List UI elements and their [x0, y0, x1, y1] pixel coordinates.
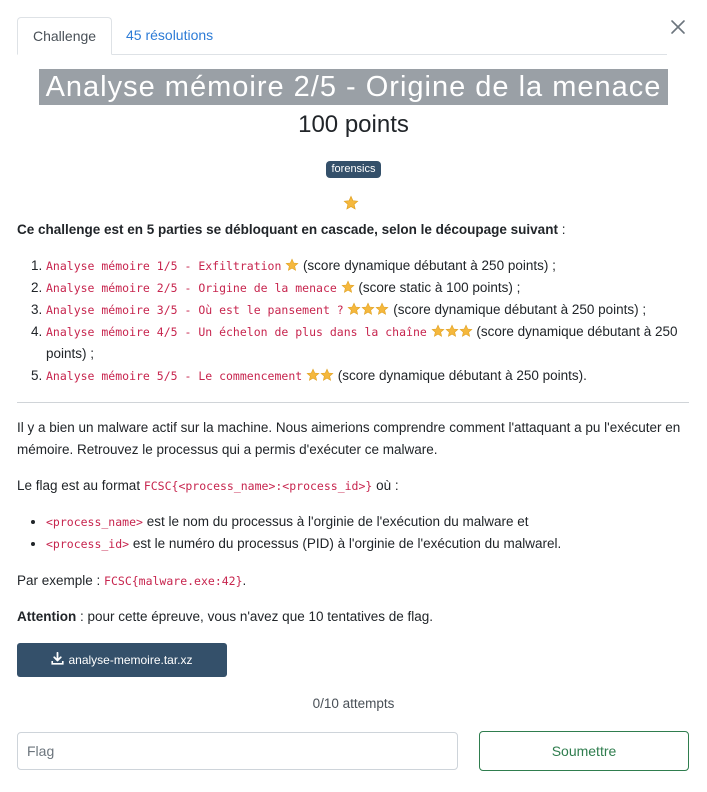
part-desc: (score dynamique débutant à 250 points). [337, 368, 587, 383]
example-suffix: . [242, 573, 247, 588]
download-icon [51, 652, 68, 668]
star-icon [361, 302, 375, 317]
attention-line [17, 606, 692, 628]
star-icon [306, 368, 320, 383]
difficulty-stars [302, 368, 334, 383]
star-icon [320, 368, 334, 383]
difficulty-stars [344, 302, 390, 317]
star-icon [285, 258, 299, 273]
star-icon [445, 324, 459, 339]
part-item [46, 277, 707, 299]
challenge-points: 100 points [298, 111, 409, 138]
attention-bold: Attention [17, 609, 77, 624]
intro-tail: : [557, 222, 566, 237]
challenge-tabs [17, 17, 667, 55]
close-icon[interactable] [669, 18, 687, 36]
part-item [46, 321, 707, 365]
example-line [17, 570, 692, 592]
format-suffix: où : [372, 478, 399, 493]
difficulty-stars [337, 280, 355, 295]
format-item-code: <process_name> [46, 515, 143, 529]
star-icon [431, 324, 445, 339]
format-item-text: est le numéro du processus (PID) à l'orginie de l'exécution du malwarel. [129, 536, 562, 551]
difficulty-stars [281, 258, 299, 273]
part-name: Analyse mémoire 1/5 - Exfiltration [46, 259, 282, 273]
part-item [46, 365, 707, 387]
format-item-code: <process_id> [46, 537, 130, 551]
intro-text [17, 222, 565, 237]
description: Il y a bien un malware actif sur la machine. Nous aimerions comprendre comment l'attaquant a pu l'exécuter en mémoire. Retrouvez le processus qui a permis d'exécuter ce malware. [17, 420, 681, 457]
part-name: Analyse mémoire 5/5 - Le commencement [46, 369, 303, 383]
divider [17, 402, 689, 403]
part-name: Analyse mémoire 4/5 - Un échelon de plus dans la chaîne [46, 325, 427, 339]
example-prefix: Par exemple : [17, 573, 105, 588]
difficulty-star-icon [343, 195, 359, 214]
attention-text: : pour cette épreuve, vous n'avez que 10 tentatives de flag. [76, 609, 434, 624]
challenge-title: Analyse mémoire 2/5 - Origine de la menace [39, 69, 669, 105]
format-item-text: est le nom du processus à l'orginie de l'exécution du malware et [142, 514, 529, 529]
download-label: analyse-memoire.tar.xz [68, 653, 193, 667]
part-desc: (score dynamique débutant à 250 points) ; [393, 302, 647, 317]
part-name: Analyse mémoire 2/5 - Origine de la menace [46, 281, 337, 295]
star-icon [341, 280, 355, 295]
part-desc: (score static à 100 points) ; [358, 280, 521, 295]
part-item [46, 255, 707, 277]
intro-bold: Ce challenge est en 5 parties se débloquant en cascade, selon le découpage suivant [17, 222, 558, 237]
part-item [46, 299, 707, 321]
format-list [17, 511, 707, 555]
tab-resolutions[interactable]: 45 résolutions [126, 27, 214, 43]
format-code: FCSC{<process_name>:<process_id>} [143, 479, 373, 493]
star-icon [459, 324, 473, 339]
download-button[interactable] [17, 643, 227, 677]
part-desc: (score dynamique débutant à 250 points) ; [46, 324, 678, 361]
part-desc: (score dynamique débutant à 250 points) ; [302, 258, 556, 273]
flag-format-line [17, 475, 692, 497]
list-item [46, 511, 707, 533]
list-item [46, 533, 707, 555]
part-name: Analyse mémoire 3/5 - Où est le pansement ? [46, 303, 344, 317]
tab-challenge[interactable]: Challenge [17, 17, 112, 55]
submit-button[interactable]: Soumettre [479, 731, 689, 771]
example-code: FCSC{malware.exe:42} [104, 574, 243, 588]
attempts-counter: 0/10 attempts [312, 696, 395, 711]
star-icon [375, 302, 389, 317]
star-icon [347, 302, 361, 317]
category-badge: forensics [326, 161, 380, 178]
format-prefix: Le flag est au format [17, 478, 144, 493]
flag-input[interactable] [17, 732, 458, 770]
difficulty-stars [427, 324, 473, 339]
parts-list [17, 255, 707, 387]
